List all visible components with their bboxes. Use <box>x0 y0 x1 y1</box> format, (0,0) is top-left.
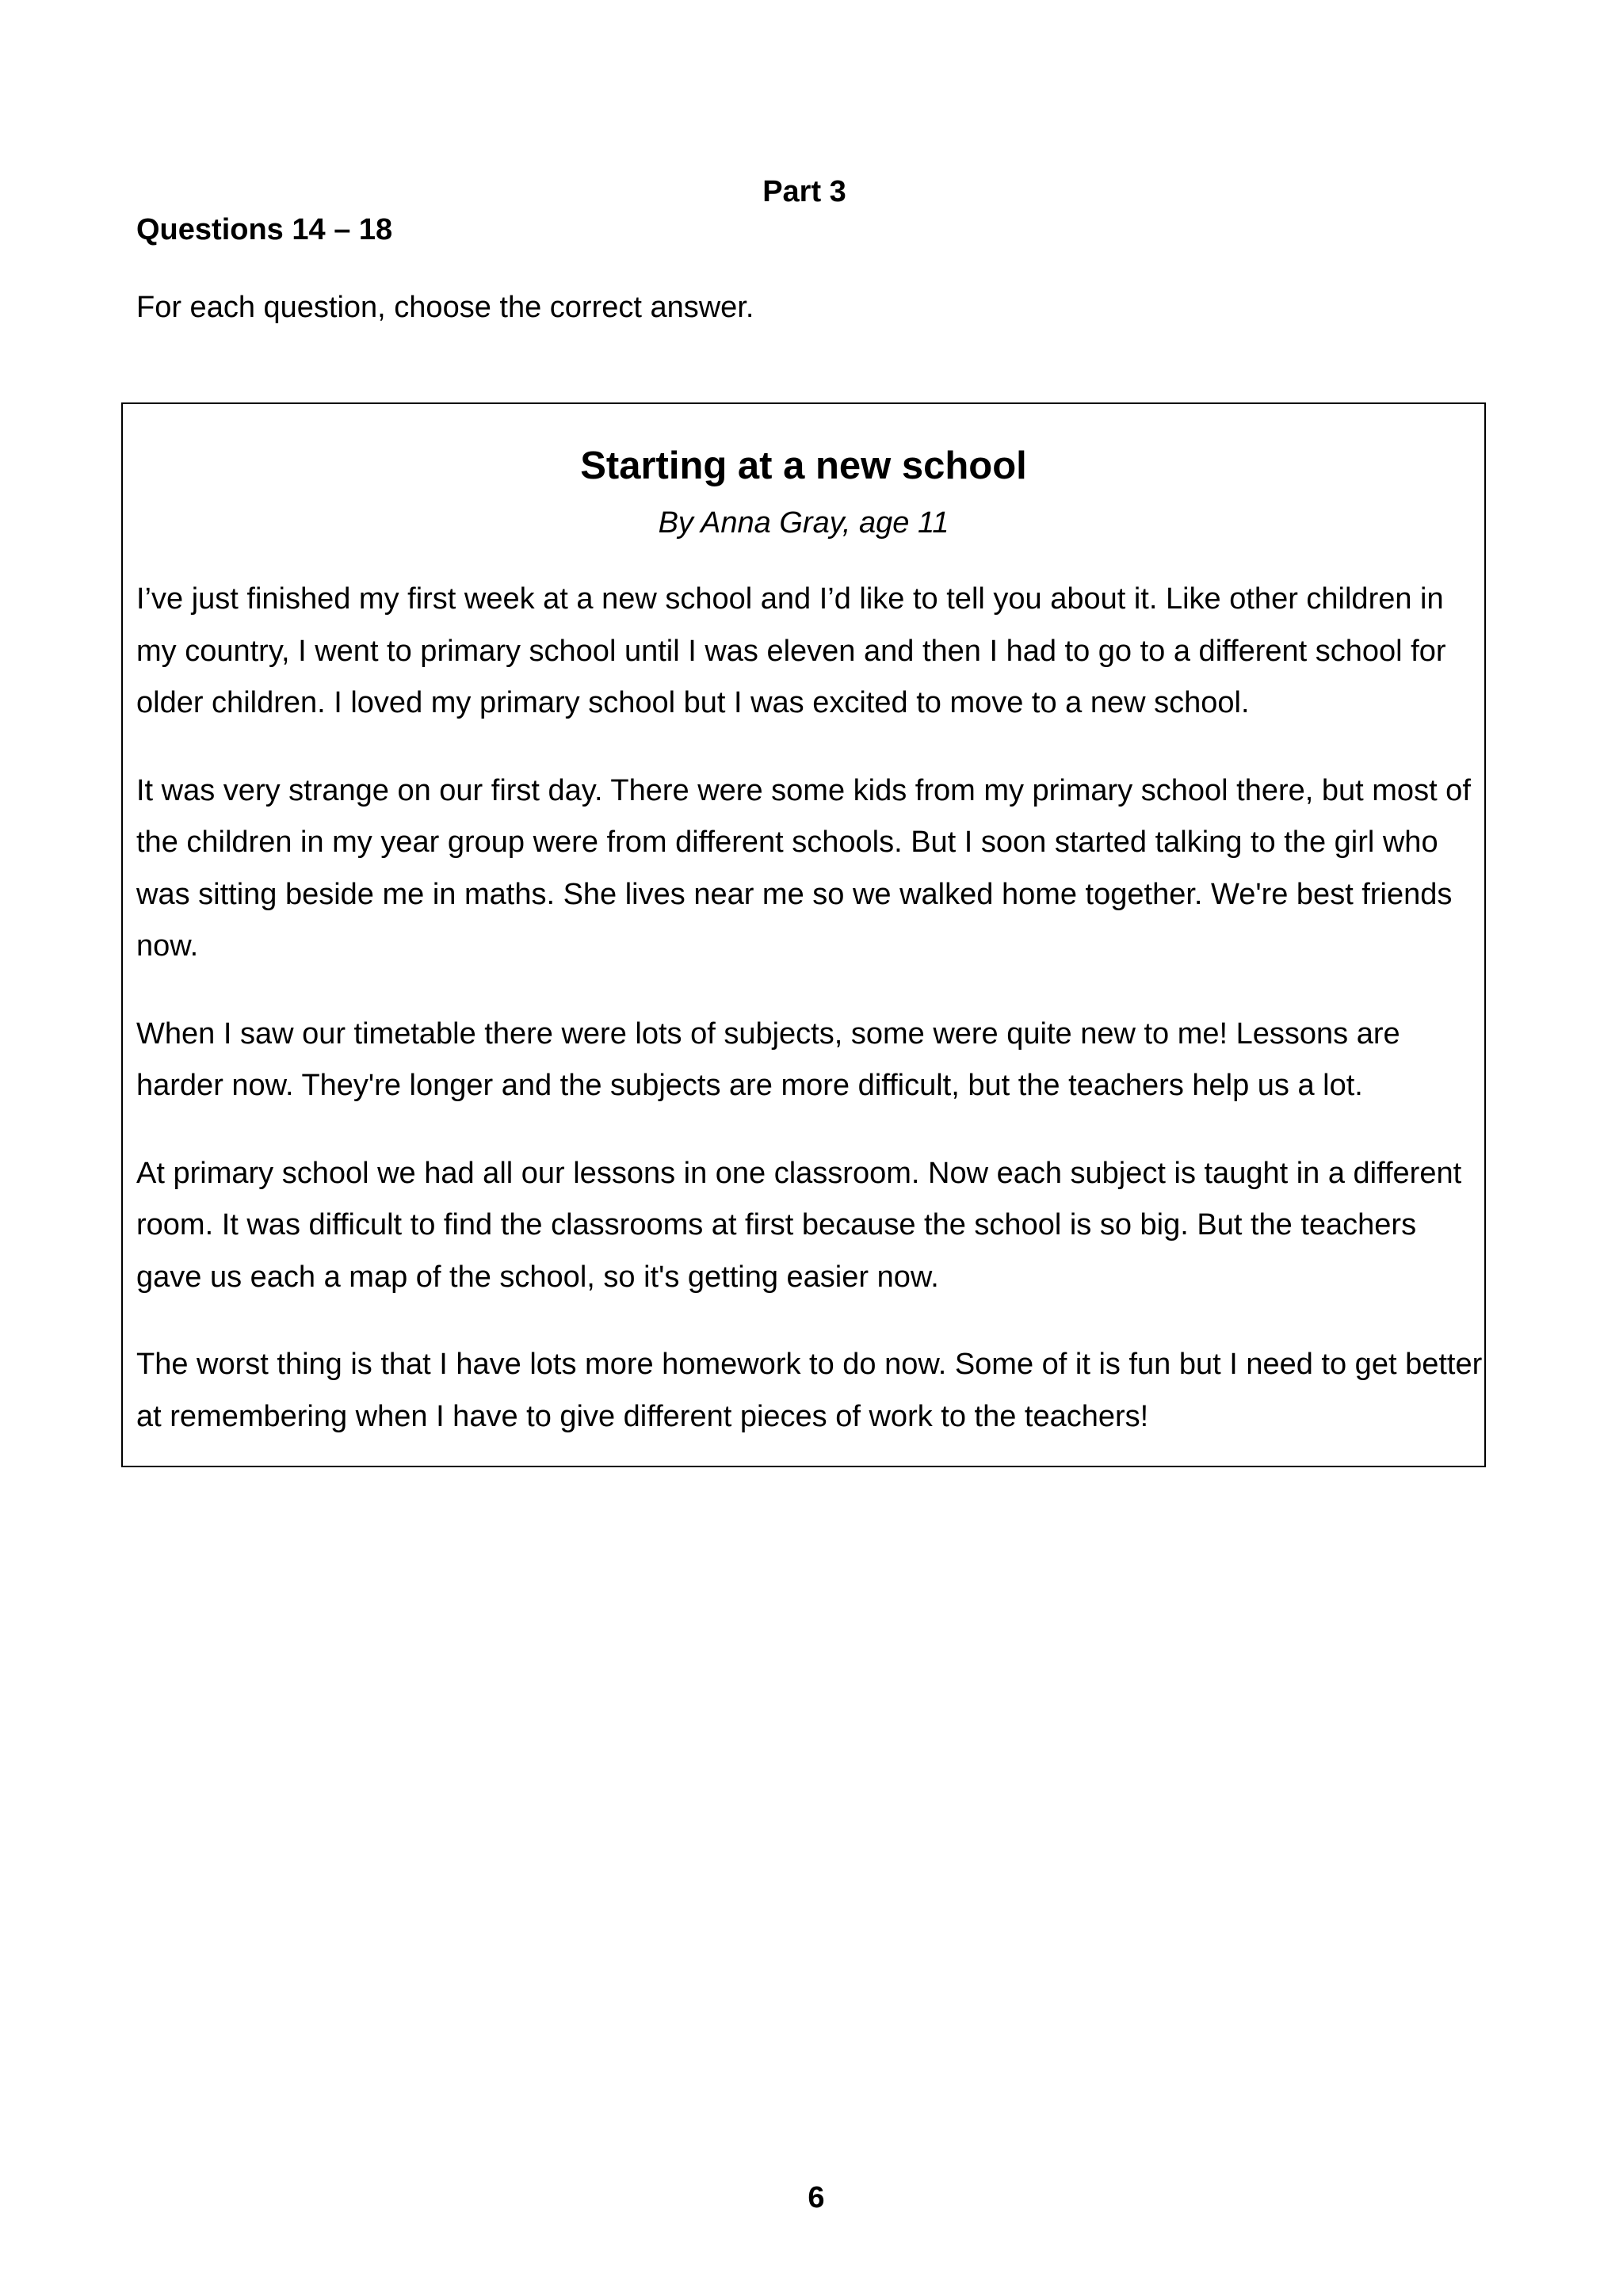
instruction-text: For each question, choose the correct answer. <box>136 291 754 324</box>
article-body <box>136 574 1484 1478</box>
page-number: 6 <box>808 2181 825 2214</box>
article-byline: By Anna Gray, age 11 <box>658 506 949 540</box>
questions-heading: Questions 14 – 18 <box>136 213 393 246</box>
part-title: Part 3 <box>762 175 846 208</box>
article-paragraph: When I saw our timetable there were lots of subjects, some were quite new to me! Lessons are harder now. They're longer and the subjects are more difficult, but the teachers help us a lot. <box>136 1016 1400 1102</box>
article-title: Starting at a new school <box>580 444 1027 487</box>
article-box <box>121 402 1486 1467</box>
article-paragraph: It was very strange on our first day. There were some kids from my primary school there, but most of the children in my year group were from different schools. But I soon started talking to the girl who was sitting beside me in maths. She lives near me so we walked home together. We're best friends now. <box>136 773 1471 963</box>
article-paragraph: I’ve just finished my first week at a new school and I’d like to tell you about it. Like other children in my country, I went to primary school until I was eleven and then I had to go to a different school for older children. I loved my primary school but I was excited to move to a new school. <box>136 582 1446 719</box>
article-paragraph: The worst thing is that I have lots more homework to do now. Some of it is fun but I need to get better at remembering when I have to give different pieces of work to the teachers! <box>136 1348 1483 1433</box>
article-paragraph: At primary school we had all our lessons in one classroom. Now each subject is taught in a different room. It was difficult to find the classrooms at first because the school is so big. But the teachers gave us each a map of the school, so it's getting easier now. <box>136 1156 1462 1294</box>
